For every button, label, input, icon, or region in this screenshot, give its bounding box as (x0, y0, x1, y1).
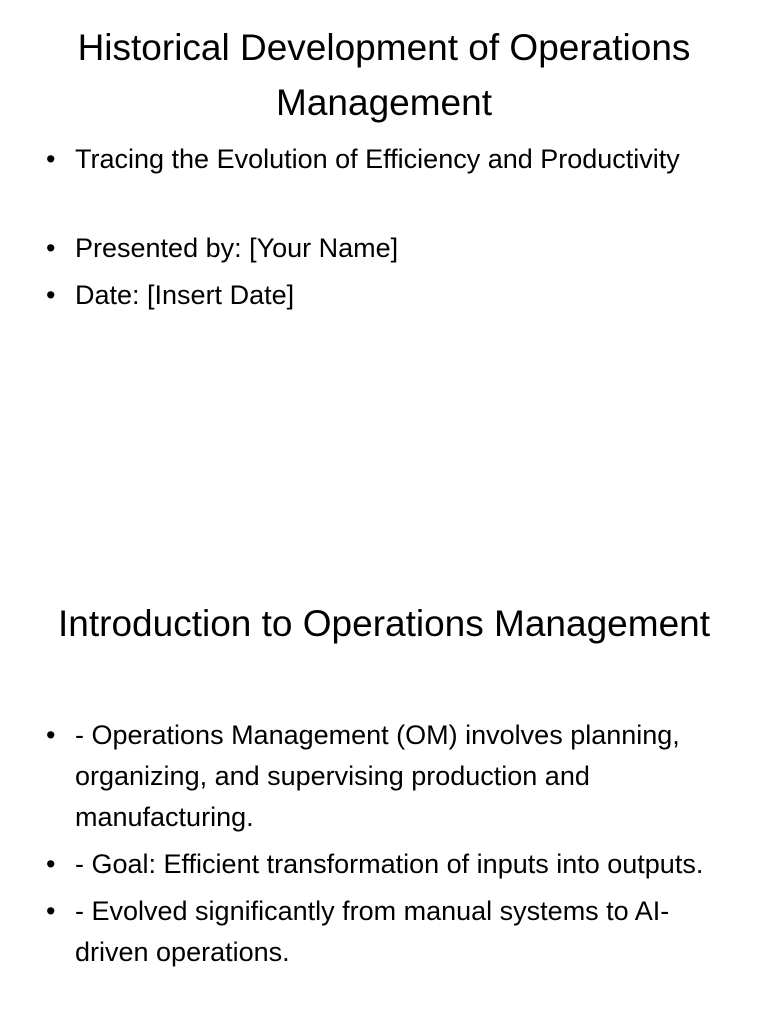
bullet-icon: • (46, 720, 56, 750)
bullet-text: Tracing the Evolution of Efficiency and Productivity (75, 144, 680, 174)
bullet-icon: • (46, 144, 56, 174)
list-item (44, 228, 724, 269)
bullet-text: - Evolved significantly from manual systems to AI-driven operations. (75, 896, 670, 967)
bullet-text: Date: [Insert Date] (75, 280, 295, 310)
bullet-icon: • (46, 849, 56, 879)
bullet-text: Presented by: [Your Name] (75, 233, 399, 263)
list-item (44, 139, 724, 180)
bullet-list (44, 139, 724, 322)
slide-title: Introduction to Operations Management (58, 603, 710, 644)
slide-title: Historical Development of Operations Management (77, 27, 691, 123)
list-item (44, 275, 724, 316)
slide-2 (0, 576, 768, 1024)
bullet-icon: • (46, 233, 56, 263)
bullet-list (44, 715, 724, 979)
list-item (44, 715, 724, 838)
bullet-icon: • (46, 280, 56, 310)
bullet-text: - Goal: Efficient transformation of inputs into outputs. (75, 849, 704, 879)
list-item (44, 891, 724, 973)
bullet-text: - Operations Management (OM) involves planning, organizing, and supervising production and manufacturing. (75, 720, 680, 832)
list-item (44, 844, 724, 885)
bullet-icon: • (46, 896, 56, 926)
